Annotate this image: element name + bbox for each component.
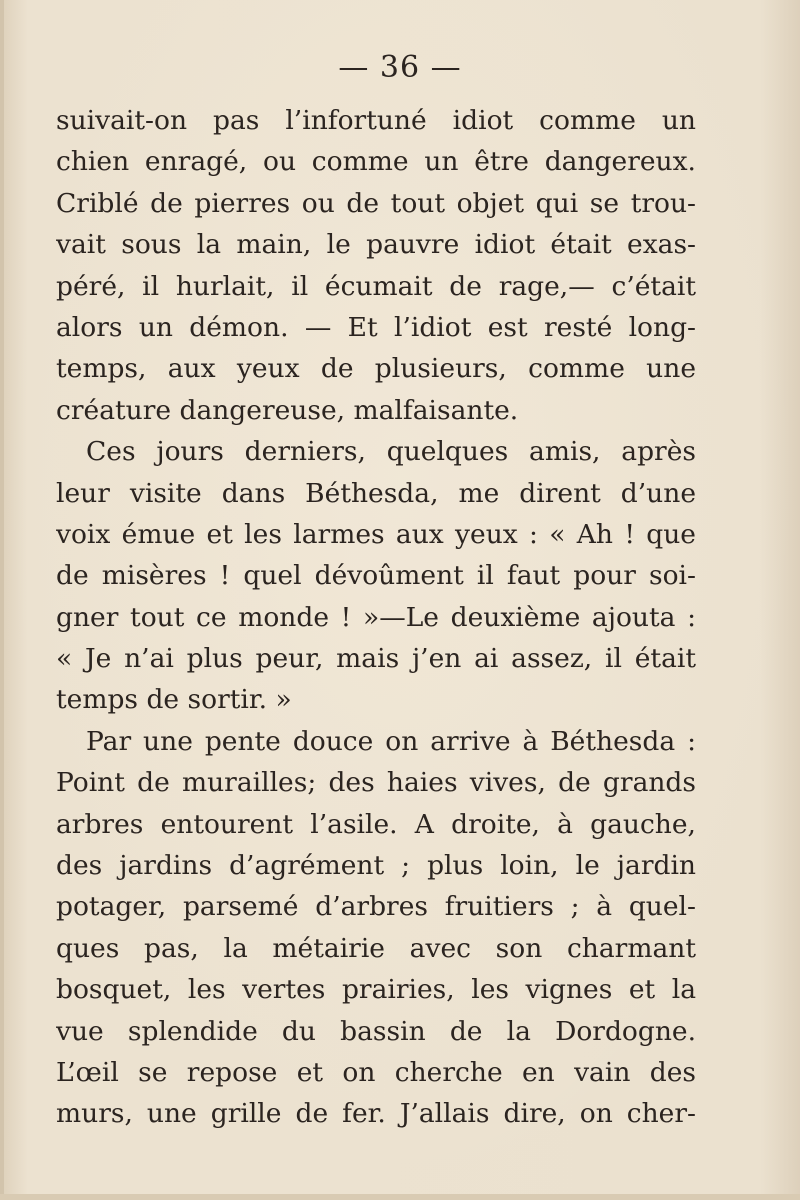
body-text xyxy=(56,100,696,1135)
text-line: suivait-on pas l’infortuné idiot comme un xyxy=(56,105,696,136)
text-line: chien enragé, ou comme un être dangereux. xyxy=(56,146,696,178)
text-line: vue splendide du bassin de la Dordogne. xyxy=(56,1015,696,1047)
paragraph-start-line: Ces jours derniers, quelques amis, après xyxy=(86,436,696,468)
text-line: temps, aux yeux de plusieurs, comme une xyxy=(56,353,696,385)
text-line: péré, il hurlait, il écumait de rage,— c’était xyxy=(56,270,696,302)
text-line: Criblé de pierres ou de tout objet qui se trou- xyxy=(56,187,696,219)
text-line: « Je n’ai plus peur, mais j’en ai assez, il était xyxy=(56,643,696,675)
text-line: murs, une grille de fer. J’allais dire, on cher- xyxy=(56,1098,696,1130)
text-line: arbres entourent l’asile. A droite, à gauche, xyxy=(56,808,696,840)
text-line: de misères ! quel dévoûment il faut pour soi- xyxy=(56,560,696,592)
text-line: L’œil se repose et on cherche en vain des xyxy=(56,1056,696,1088)
paragraph-end-line: créature dangereuse, malfaisante. xyxy=(56,394,519,426)
page-number: — 36 — xyxy=(338,50,462,85)
text-line: des jardins d’agrément ; plus loin, le jardin xyxy=(56,850,696,882)
text-line: vait sous la main, le pauvre idiot était exas- xyxy=(56,229,696,261)
paragraph-end-line: temps de sortir. » xyxy=(56,684,292,716)
text-line: Point de murailles; des haies vives, de grands xyxy=(56,767,696,799)
text-line: ques pas, la métairie avec son charmant xyxy=(56,932,696,964)
page-bottom-edge xyxy=(0,1194,800,1200)
text-line: potager, parsemé d’arbres fruitiers ; à quel- xyxy=(56,891,696,923)
text-line: bosquet, les vertes prairies, les vignes et la xyxy=(56,974,696,1006)
text-line: alors un démon. — Et l’idiot est resté long- xyxy=(56,311,696,343)
text-line: leur visite dans Béthesda, me dirent d’une xyxy=(56,477,696,509)
text-line: voix émue et les larmes aux yeux : « Ah ! que xyxy=(56,518,696,550)
page-left-edge xyxy=(0,0,4,1200)
text-line: gner tout ce monde ! »—Le deuxième ajouta : xyxy=(56,601,696,633)
paragraph-start-line: Par une pente douce on arrive à Béthesda : xyxy=(86,725,696,757)
